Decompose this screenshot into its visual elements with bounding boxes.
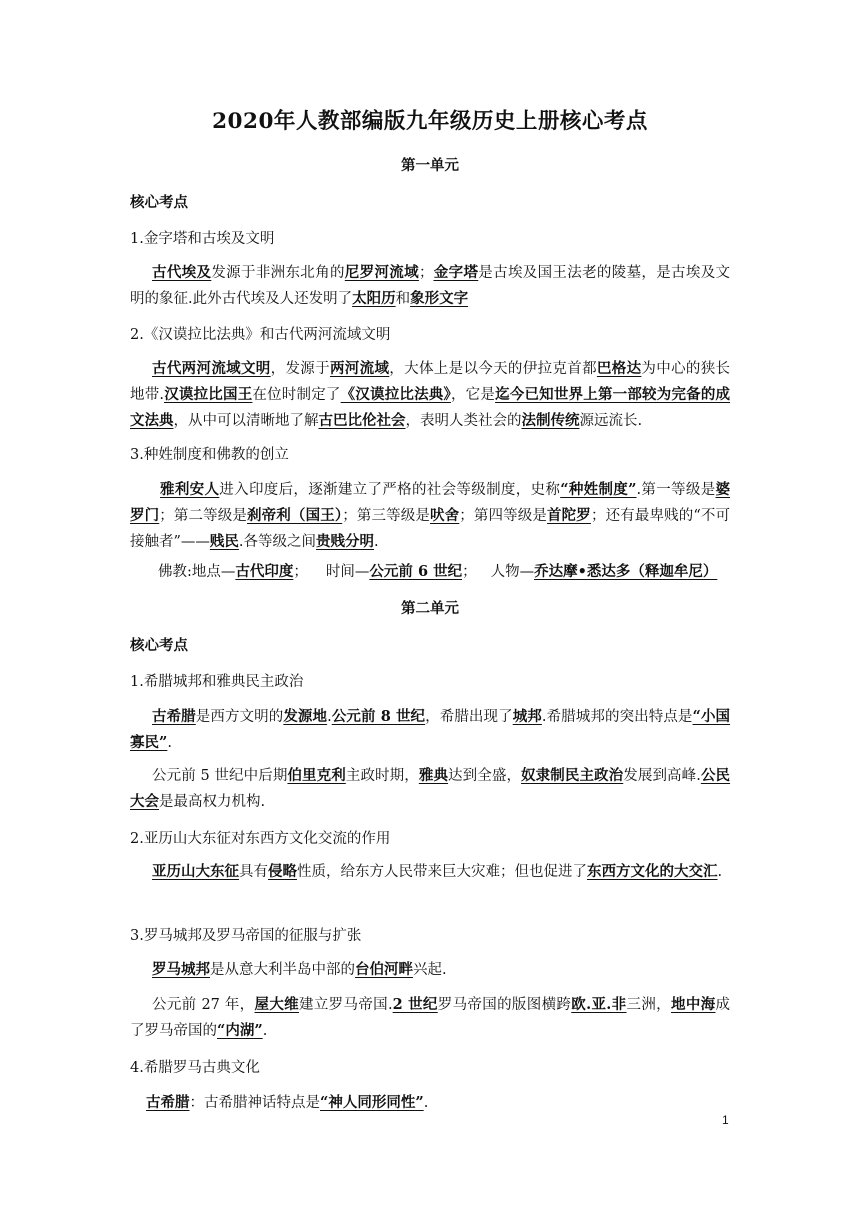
page-number: 1: [722, 1113, 729, 1127]
section-2-3-paragraph-1: 罗马城邦是从意大利半岛中部的台伯河畔兴起.: [152, 961, 447, 978]
section-1-1-heading: 1.金字塔和古埃及文明: [130, 231, 275, 247]
document-title: 2020年人教部编版九年级历史上册核心考点: [212, 109, 648, 134]
section-1-3-paragraph: 雅利安人进入印度后，逐渐建立了严格的社会等级制度，史称“种姓制度”.第一等级是婆罗门；第二等级是刹帝利（国王）；第三等级是吠舍；第四等级是首陀罗；还有最卑贱的“不可接触者”——贱民.各等级之间贵贱分明.: [130, 481, 731, 550]
section-1-2-heading: 2.《汉谟拉比法典》和古代两河流域文明: [130, 327, 391, 343]
unit-2-core-label: 核心考点: [130, 637, 188, 654]
unit-1-heading: 第一单元: [401, 157, 459, 174]
unit-1-core-label: 核心考点: [130, 194, 188, 211]
section-2-4-heading: 4.希腊罗马古典文化: [130, 1060, 260, 1076]
section-2-1-paragraph-1: 古希腊是西方文明的发源地.公元前 8 世纪，希腊出现了城邦.希腊城邦的突出特点是“小国寡民”.: [130, 708, 731, 751]
unit-2-heading: 第二单元: [401, 600, 459, 617]
section-2-3-heading: 3.罗马城邦及罗马帝国的征服与扩张: [130, 928, 362, 944]
section-2-2-paragraph: 亚历山大东征具有侵略性质，给东方人民带来巨大灾难；但也促进了东西方文化的大交汇.: [152, 863, 723, 880]
section-1-1-paragraph: 古代埃及发源于非洲东北角的尼罗河流域；金字塔是古埃及国王法老的陵墓，是古埃及文明的象征.此外古代埃及人还发明了太阳历和象形文字: [130, 264, 731, 307]
section-1-3-heading: 3.种姓制度和佛教的创立: [130, 447, 289, 463]
section-2-1-heading: 1.希腊城邦和雅典民主政治: [130, 674, 304, 690]
section-2-1-paragraph-2: 公元前 5 世纪中后期伯里克利主政时期，雅典达到全盛，奴隶制民主政治发展到高峰.公民大会是最高权力机构.: [130, 767, 731, 810]
buddhism-line: 佛教:地点—古代印度； 时间—公元前 6 世纪； 人物—乔达摩•悉达多（释迦牟尼）: [158, 563, 718, 580]
section-1-2-paragraph: 古代两河流域文明，发源于两河流域，大体上是以今天的伊拉克首都巴格达为中心的狭长地带.汉谟拉比国王在位时制定了《汉谟拉比法典》，它是迄今已知世界上第一部较为完备的成文法典，从中可以清晰地了解古巴比伦社会，表明人类社会的法制传统源远流长.: [130, 360, 731, 429]
section-2-4-paragraph: 古希腊：古希腊神话特点是“神人同形同性”.: [146, 1094, 429, 1111]
section-2-3-paragraph-2: 公元前 27 年，屋大维建立罗马帝国.2 世纪罗马帝国的版图横跨欧.亚.非三洲，地中海成了罗马帝国的“内湖”.: [130, 996, 731, 1039]
section-2-2-heading: 2.亚历山大东征对东西方文化交流的作用: [130, 831, 391, 847]
